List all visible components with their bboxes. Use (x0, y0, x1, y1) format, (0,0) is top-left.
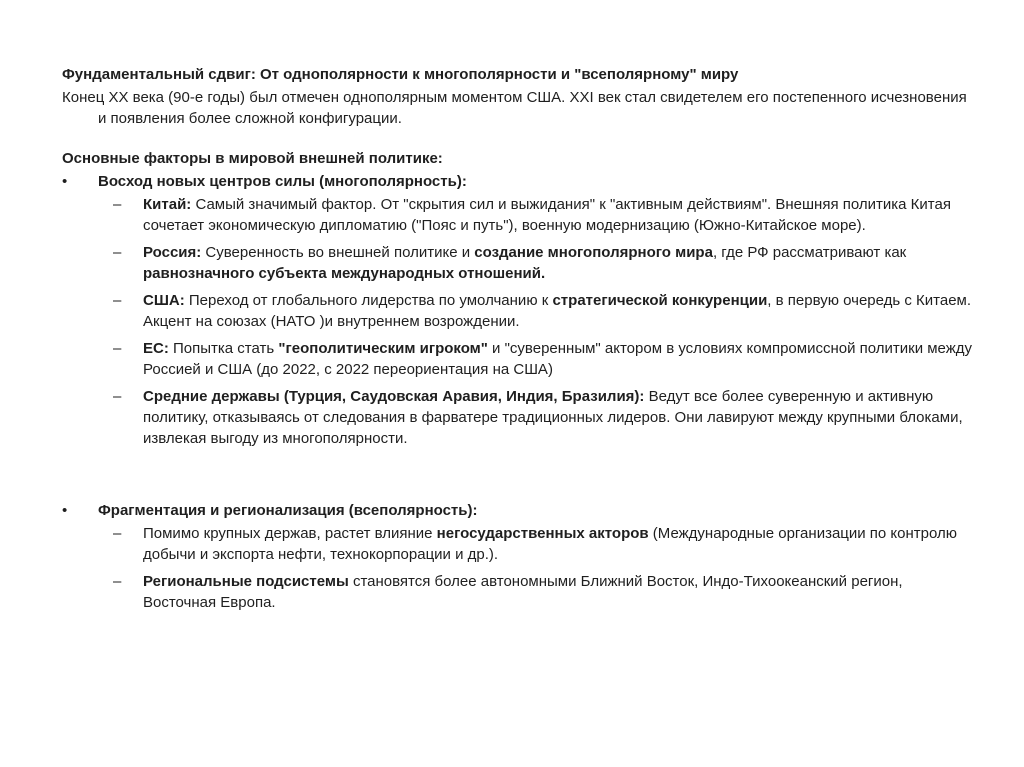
section-spacer (62, 455, 972, 500)
intro-paragraph: Конец XX века (90-е годы) был отмечен однополярным моментом США. XXI век стал свидетелем его постепенного исчезновения и появления более сложной конфигурации. (62, 89, 967, 127)
dash-icon: – (113, 340, 122, 357)
section-title: Фрагментация и регионализация (всеполярность): (98, 502, 478, 519)
list-item-usa (62, 290, 972, 332)
item-label: Региональные подсистемы (143, 573, 349, 590)
item-text: Самый значимый фактор. От "скрытия сил и выжидания" к "активным действиям". Внешняя политика Китая сочетает экономическую дипломатию ("Пояс и путь"), военную модернизацию (Южно-Китайское море). (143, 196, 951, 234)
item-emphasis: "геополитическим игроком" (278, 340, 488, 357)
item-text: становятся более автономными Ближний Восток, Индо-Тихоокеанский регион, Восточная Европа. (143, 573, 903, 611)
item-text: , в первую очередь с Китаем. Акцент на союзах (НАТО )и внутреннем возрождении. (143, 292, 972, 330)
item-label: Россия: (143, 244, 202, 261)
item-emphasis: создание многополярного мира (474, 244, 713, 261)
list-item-non-state-actors (62, 523, 972, 565)
dash-icon: – (113, 388, 122, 405)
item-label: Средние державы (Турция, Саудовская Аравия, Индия, Бразилия): (143, 388, 645, 405)
item-text: (Международные организации по контролю добычи и экспорта нефти, технокорпорации и др.). (143, 525, 958, 563)
dash-icon: – (113, 525, 122, 542)
factors-heading: Основные факторы в мировой внешней политике: (62, 150, 443, 167)
dash-icon: – (113, 573, 122, 590)
item-text: и "суверенным" актором в условиях компромиссной политики между Россией и США (до 2022, с 2022 переориентация на США) (143, 340, 973, 378)
item-emphasis: равнозначного субъекта международных отношений. (143, 265, 546, 282)
item-emphasis: стратегической конкуренции (552, 292, 768, 309)
item-text: Помимо крупных держав, растет влияние (143, 525, 437, 542)
section-title: Восход новых центров силы (многополярность): (98, 173, 467, 190)
slide-content (62, 64, 972, 619)
item-label: Китай: (143, 196, 192, 213)
bullet-icon: • (62, 502, 68, 519)
item-text: Ведут все более суверенную и активную политику, отказываясь от следования в фарватере традиционных лидеров. Они лавируют между крупными блоками, извлекая выгоду из многополярности. (143, 388, 963, 447)
item-label: США: (143, 292, 185, 309)
dash-icon: – (113, 244, 122, 261)
dash-icon: – (113, 292, 122, 309)
slide-title: Фундаментальный сдвиг: От однополярности к многополярности и "всеполярному" миру (62, 66, 739, 83)
item-label: ЕС: (143, 340, 169, 357)
list-item-regional-subsystems (62, 571, 972, 613)
item-text: Суверенность во внешней политике и (201, 244, 475, 261)
list-item-middle-powers (62, 386, 972, 449)
list-item-russia (62, 242, 972, 284)
section-multipolarity (62, 171, 972, 192)
dash-icon: – (113, 196, 122, 213)
item-text: , где РФ рассматривают как (712, 244, 907, 261)
section-fragmentation (62, 500, 972, 521)
bullet-icon: • (62, 173, 68, 190)
item-emphasis: негосударственных акторов (436, 525, 649, 542)
item-text: Попытка стать (168, 340, 279, 357)
list-item-eu (62, 338, 972, 380)
list-item-china (62, 194, 972, 236)
item-text: Переход от глобального лидерства по умолчанию к (184, 292, 553, 309)
